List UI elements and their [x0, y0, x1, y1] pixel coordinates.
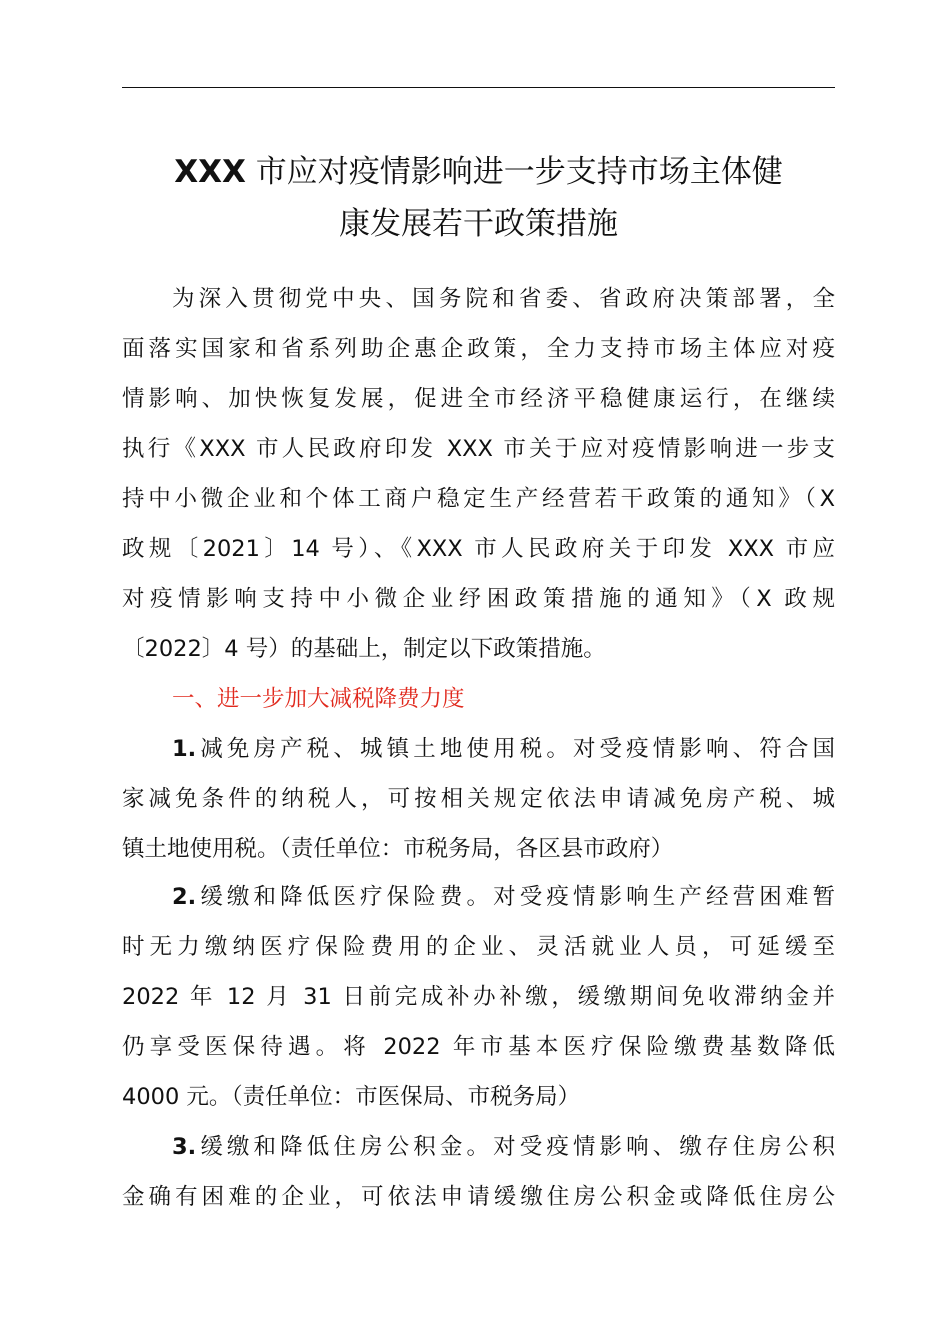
- title-prefix: XXX: [174, 154, 246, 190]
- section-heading: 一、进一步加大减税降费力度: [172, 686, 465, 712]
- item-number: 2.: [172, 884, 197, 910]
- item-line: 4000 元。（责任单位：市医保局、市税务局）: [122, 1084, 581, 1110]
- title-line-2: 康发展若干政策措施: [339, 206, 618, 242]
- intro-line: 为深入贯彻党中央、国务院和省委、省政府决策部署，全: [172, 286, 835, 312]
- item-3-first-line: [172, 1122, 835, 1172]
- item-text: 减免房产税、城镇土地使用税。对受疫情影响、符合国: [196, 736, 835, 762]
- item-text: 缓缴和降低医疗保险费。对受疫情影响生产经营困难暂: [196, 884, 835, 910]
- item-number: 1.: [172, 736, 197, 762]
- item-1-first-line: [172, 724, 835, 774]
- intro-line: 持中小微企业和个体工商户稳定生产经营若干政策的通知》（X: [122, 486, 835, 512]
- header-rule: [122, 87, 835, 88]
- item-text: 缓缴和降低住房公积金。对受疫情影响、缴存住房公积: [196, 1134, 835, 1160]
- intro-line: 对疫情影响支持中小微企业纾困政策措施的通知》（X 政规: [122, 586, 835, 612]
- item-line: 仍享受医保待遇。将 2022 年市基本医疗保险缴费基数降低: [122, 1034, 835, 1060]
- title-line-1: [122, 146, 835, 198]
- intro-line: 情影响、加快恢复发展，促进全市经济平稳健康运行，在继续: [122, 386, 835, 412]
- item-line: 时无力缴纳医疗保险费用的企业、灵活就业人员，可延缓至: [122, 934, 835, 960]
- item-line: 家减免条件的纳税人，可按相关规定依法申请减免房产税、城: [122, 786, 835, 812]
- title-line-1-text: 市应对疫情影响进一步支持市场主体健: [255, 154, 783, 190]
- intro-line: 〔2022〕4 号）的基础上，制定以下政策措施。: [122, 636, 606, 662]
- item-line: 2022 年 12 月 31 日前完成补办补缴，缓缴期间免收滞纳金并: [122, 984, 835, 1010]
- intro-line: 政规〔2021〕14 号）、《XXX 市人民政府关于印发 XXX 市应: [122, 536, 835, 562]
- item-line: 金确有困难的企业，可依法申请缓缴住房公积金或降低住房公: [122, 1184, 835, 1210]
- item-2-first-line: [172, 872, 835, 922]
- intro-line: 执行《XXX 市人民政府印发 XXX 市关于应对疫情影响进一步支: [122, 436, 835, 462]
- document-title: [122, 146, 835, 250]
- intro-line: 面落实国家和省系列助企惠企政策，全力支持市场主体应对疫: [122, 336, 835, 362]
- item-line: 镇土地使用税。（责任单位：市税务局，各区县市政府）: [122, 836, 674, 862]
- item-number: 3.: [172, 1134, 197, 1160]
